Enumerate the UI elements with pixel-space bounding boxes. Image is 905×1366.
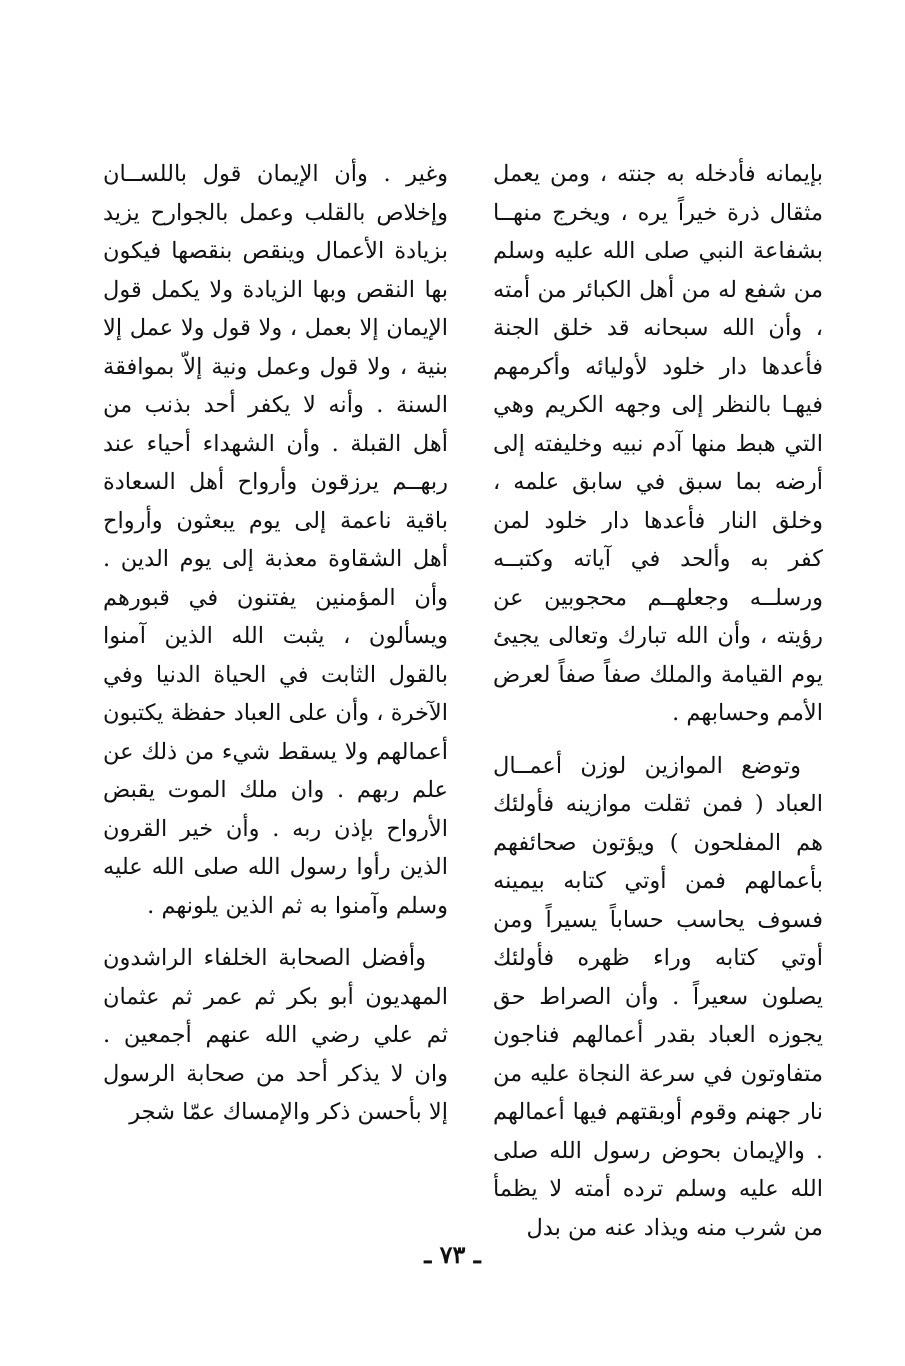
left-column-paragraph-2: وأفضل الصحابة الخلفاء الراشدون المهديون أبو بكر ثم عمر ثم عثمان ثم علي رضي الله عنهم أجمعين . وان لا يذكر أحد من صحابة الرسول إلا بأحسن ذكر والإمساك عمّا شجر xyxy=(103,945,448,1125)
right-text-column xyxy=(493,155,823,1247)
left-column-paragraph-1: وغير . وأن الإيمان قول باللســان وإخلاص بالقلب وعمل بالجوارح يزيد بزيادة الأعمال وينقص بنقصها فيكون بها النقص وبها الزيادة ولا يكمل قول الإيمان إلا بعمل ، ولا قول ولا عمل إلا بنية ، ولا قول وعمل ونية إلاّ بموافقة السنة . وأنه لا يكفر أحد بذنب من أهل القبلة . وأن الشهداء أحياء عند ربهــم يرزقون وأرواح أهل السعادة باقية ناعمة إلى يوم يبعثون وأرواح أهل الشقاوة معذبة إلى يوم الدين . وأن المؤمنين يفتنون في قبورهم ويسألون ، يثبت الله الذين آمنوا بالقول الثابت في الحياة الدنيا وفي الآخرة ، وأن على العباد حفظة يكتبون أعمالهم ولا يسقط شيء من ذلك عن علم ربهم . وان ملك الموت يقبض الأرواح بإذن ربه . وأن خير القرون الذين رأوا رسول الله صلى الله عليه وسلم وآمنوا به ثم الذين يلونهم . xyxy=(103,161,448,919)
left-text-column xyxy=(103,155,448,1132)
right-column-paragraph-1: بإيمانه فأدخله به جنته ، ومن يعمل مثقال ذرة خيراً يره ، ويخرج منهــا بشفاعة النبي صلى الله عليه وسلم من شفع له من أهل الكبائر من أمته ، وأن الله سبحانه قد خلق الجنة فأعدها دار خلود لأوليائه وأكرمهم فيهـا بالنظر إلى وجهه الكريم وهي التي هبط منها آدم نبيه وخليفته إلى أرضه بما سبق في سابق علمه ، وخلق النار فأعدها دار خلود لمن كفر به وألحد في آياته وكتبــه ورسلــه وجعلهــم محجوبين عن رؤيته ، وأن الله تبارك وتعالى يجيئ يوم القيامة والملك صفاً صفاً لعرض الأمم وحسابهم . xyxy=(493,161,823,726)
right-column-paragraph-2: وتوضع الموازين لوزن أعمــال العباد ( فمن ثقلت موازينه فأولئك هم المفلحون ) ويؤتون صحائفهم بأعمالهم فمن أوتي كتابه بيمينه فسوف يحاسب حساباً يسيراً ومن أوتي كتابه وراء ظهره فأولئك يصلون سعيراً . وأن الصراط حق يجوزه العباد بقدر أعمالهم فناجون متفاوتون في سرعة النجاة عليه من نار جهنم وقوم أوبقتهم فيها أعمالهم . والإيمان بحوض رسول الله صلى الله عليه وسلم ترده أمته لا يظمأ من شرب منه ويذاد عنه من بدل xyxy=(493,752,823,1241)
page-number: ـ ٧٣ ـ xyxy=(424,1240,481,1269)
